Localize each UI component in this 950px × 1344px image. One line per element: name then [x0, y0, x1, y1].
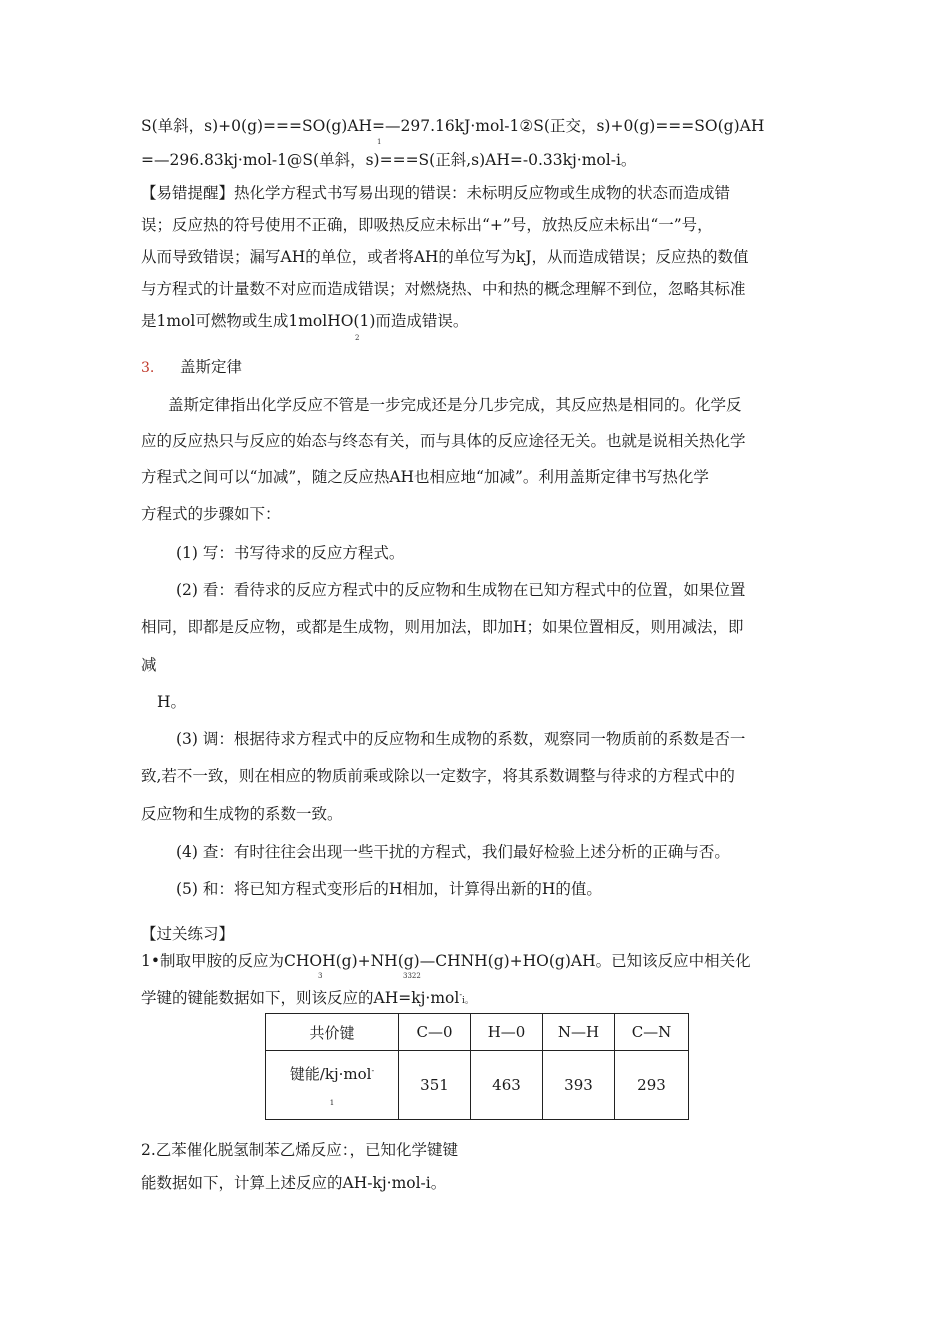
subscript: 1	[329, 1098, 335, 1107]
step-4: (4) 查：有时往往会出现一些干扰的方程式，我们最好检验上述分析的正确与否。	[176, 843, 730, 861]
superscript: -	[459, 990, 463, 999]
row-label-text: 键能/kj·mol	[289, 1064, 372, 1083]
table-header-cell: H—0	[471, 1014, 543, 1051]
error-tip-line-2: 误；反应热的符号使用不正确，即吸热反应未标出“+”号，放热反应未标出“一”号，	[141, 216, 713, 234]
table-header-row	[266, 1014, 689, 1051]
step-5: (5) 和：将已知方程式变形后的H相加，计算得出新的H的值。	[176, 880, 602, 898]
equation-line-2: =—296.83kj·mol-1@S(单斜，s)===S(正斜,s)AH=-0.33kj·mol-i。	[141, 151, 637, 169]
question-1-line-1: 1•制取甲胺的反应为CHOH(g)+NH(g)—CHNH(g)+HO(g)AH。已知该反应中相关化	[141, 952, 751, 970]
subscript: 3	[318, 972, 323, 980]
step-3-line-3: 反应物和生成物的系数一致。	[141, 805, 343, 823]
paragraph-line-1: 盖斯定律指出化学反应不管是一步完成还是分几步完成，其反应热是相同的。化学反	[168, 396, 742, 414]
section-title: 盖斯定律	[180, 358, 243, 376]
question-1-end: i。	[462, 996, 474, 1007]
question-2-line-1: 2.乙苯催化脱氢制苯乙烯反应：，已知化学键键	[141, 1141, 459, 1159]
question-1-text: 学键的键能数据如下，则该反应的AH=kj·mol	[141, 989, 460, 1008]
step-1: (1) 写：书写待求的反应方程式。	[176, 544, 405, 562]
error-tip-line-3: 从而导致错误；漏写AH的单位，或者将AH的单位写为kJ，从而造成错误；反应热的数值	[141, 248, 749, 266]
step-2-line-4: H。	[157, 693, 187, 711]
step-2-line-1: (2) 看：看待求的反应方程式中的反应物和生成物在已知方程式中的位置，如果位置	[176, 581, 746, 599]
table-cell: 351	[399, 1051, 471, 1120]
subscript: 3322	[403, 972, 421, 980]
paragraph-line-2: 应的反应热只与反应的始态与终态有关，而与具体的反应途径无关。也就是说相关热化学	[141, 432, 746, 450]
error-tip-line-1: 【易错提醒】热化学方程式书写易出现的错误：未标明反应物或生成物的状态而造成错	[141, 184, 731, 202]
table-cell: 463	[471, 1051, 543, 1120]
question-1-line-2	[141, 985, 474, 1011]
step-3-line-1: (3) 调：根据待求方程式中的反应物和生成物的系数，观察同一物质前的系数是否一	[176, 730, 746, 748]
table-header-cell: C—0	[399, 1014, 471, 1051]
exercise-title: 【过关练习】	[141, 925, 235, 943]
step-2-line-3: 减	[141, 656, 157, 674]
table-header-cell: C—N	[615, 1014, 689, 1051]
subscript: 2	[355, 334, 360, 342]
paragraph-line-4: 方程式的步骤如下：	[141, 505, 281, 523]
section-number: 3.	[141, 360, 155, 376]
table-row-label	[266, 1051, 399, 1120]
step-2-line-2: 相同，即都是反应物，或都是生成物，则用加法，即加H；如果位置相反，则用减法，即	[141, 618, 744, 636]
subscript: 1	[377, 138, 382, 146]
error-tip-line-4: 与方程式的计量数不对应而造成错误；对燃烧热、中和热的概念理解不到位，忽略其标准	[141, 280, 746, 298]
table-row	[266, 1051, 689, 1120]
paragraph-line-3: 方程式之间可以“加减”，随之反应热AH也相应地“加减”。利用盖斯定律书写热化学	[141, 468, 709, 486]
equation-line-1: S(单斜，s)+0(g)===SO(g)AH=—297.16kJ·mol-1②S(正交，s)+0(g)===SO(g)AH	[141, 117, 765, 135]
step-3-line-2: 致,若不一致，则在相应的物质前乘或除以一定数字，将其系数调整与待求的方程式中的	[141, 767, 735, 785]
superscript: -	[371, 1065, 375, 1075]
table-header-cell: 共价键	[266, 1014, 399, 1051]
question-2-line-2: 能数据如下，计算上述反应的AH-kj·mol-i。	[141, 1174, 447, 1192]
table-header-cell: N—H	[543, 1014, 615, 1051]
table-cell: 293	[615, 1051, 689, 1120]
bond-energy-table	[265, 1013, 689, 1120]
table-cell: 393	[543, 1051, 615, 1120]
error-tip-line-5: 是1mol可燃物或生成1molHO(1)而造成错误。	[141, 312, 469, 330]
